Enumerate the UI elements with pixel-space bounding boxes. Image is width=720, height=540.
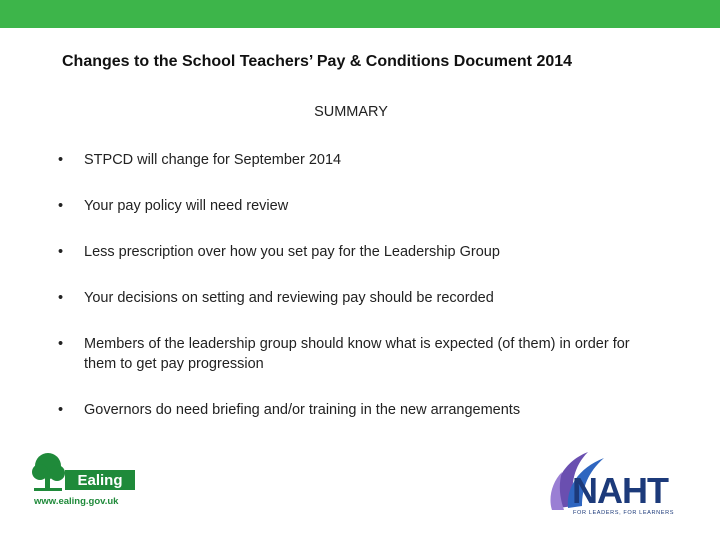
top-accent-bar [0,0,720,28]
list-item-text: STPCD will change for September 2014 [84,152,342,168]
ealing-tree-icon [30,446,140,510]
list-item-text: Members of the leadership group should know what is expected (of them) in order for them to get pay progression [84,336,630,372]
bullet-icon: • [58,198,64,214]
page-title: Changes to the School Teachers’ Pay & Conditions Document 2014 [62,53,573,70]
bullet-icon: • [58,402,64,418]
list-item-text: Your decisions on setting and reviewing pay should be recorded [84,290,494,306]
list-item-text: Governors do need briefing and/or training in the new arrangements [84,402,521,418]
page-subtitle: SUMMARY [314,104,388,120]
list-item-text: Less prescription over how you set pay for the Leadership Group [84,244,500,260]
ealing-name: Ealing [77,472,123,489]
naht-name: NAHT [572,470,668,511]
naht-logo [548,448,693,520]
bullet-icon: • [58,290,64,306]
ealing-logo [30,446,140,510]
ealing-url: www.ealing.gov.uk [34,496,119,507]
bullet-icon: • [58,152,64,168]
list-item-text: Your pay policy will need review [84,198,289,214]
bullet-icon: • [58,244,64,260]
naht-tagline: FOR LEADERS, FOR LEARNERS [573,510,675,516]
bullet-icon: • [58,336,64,352]
